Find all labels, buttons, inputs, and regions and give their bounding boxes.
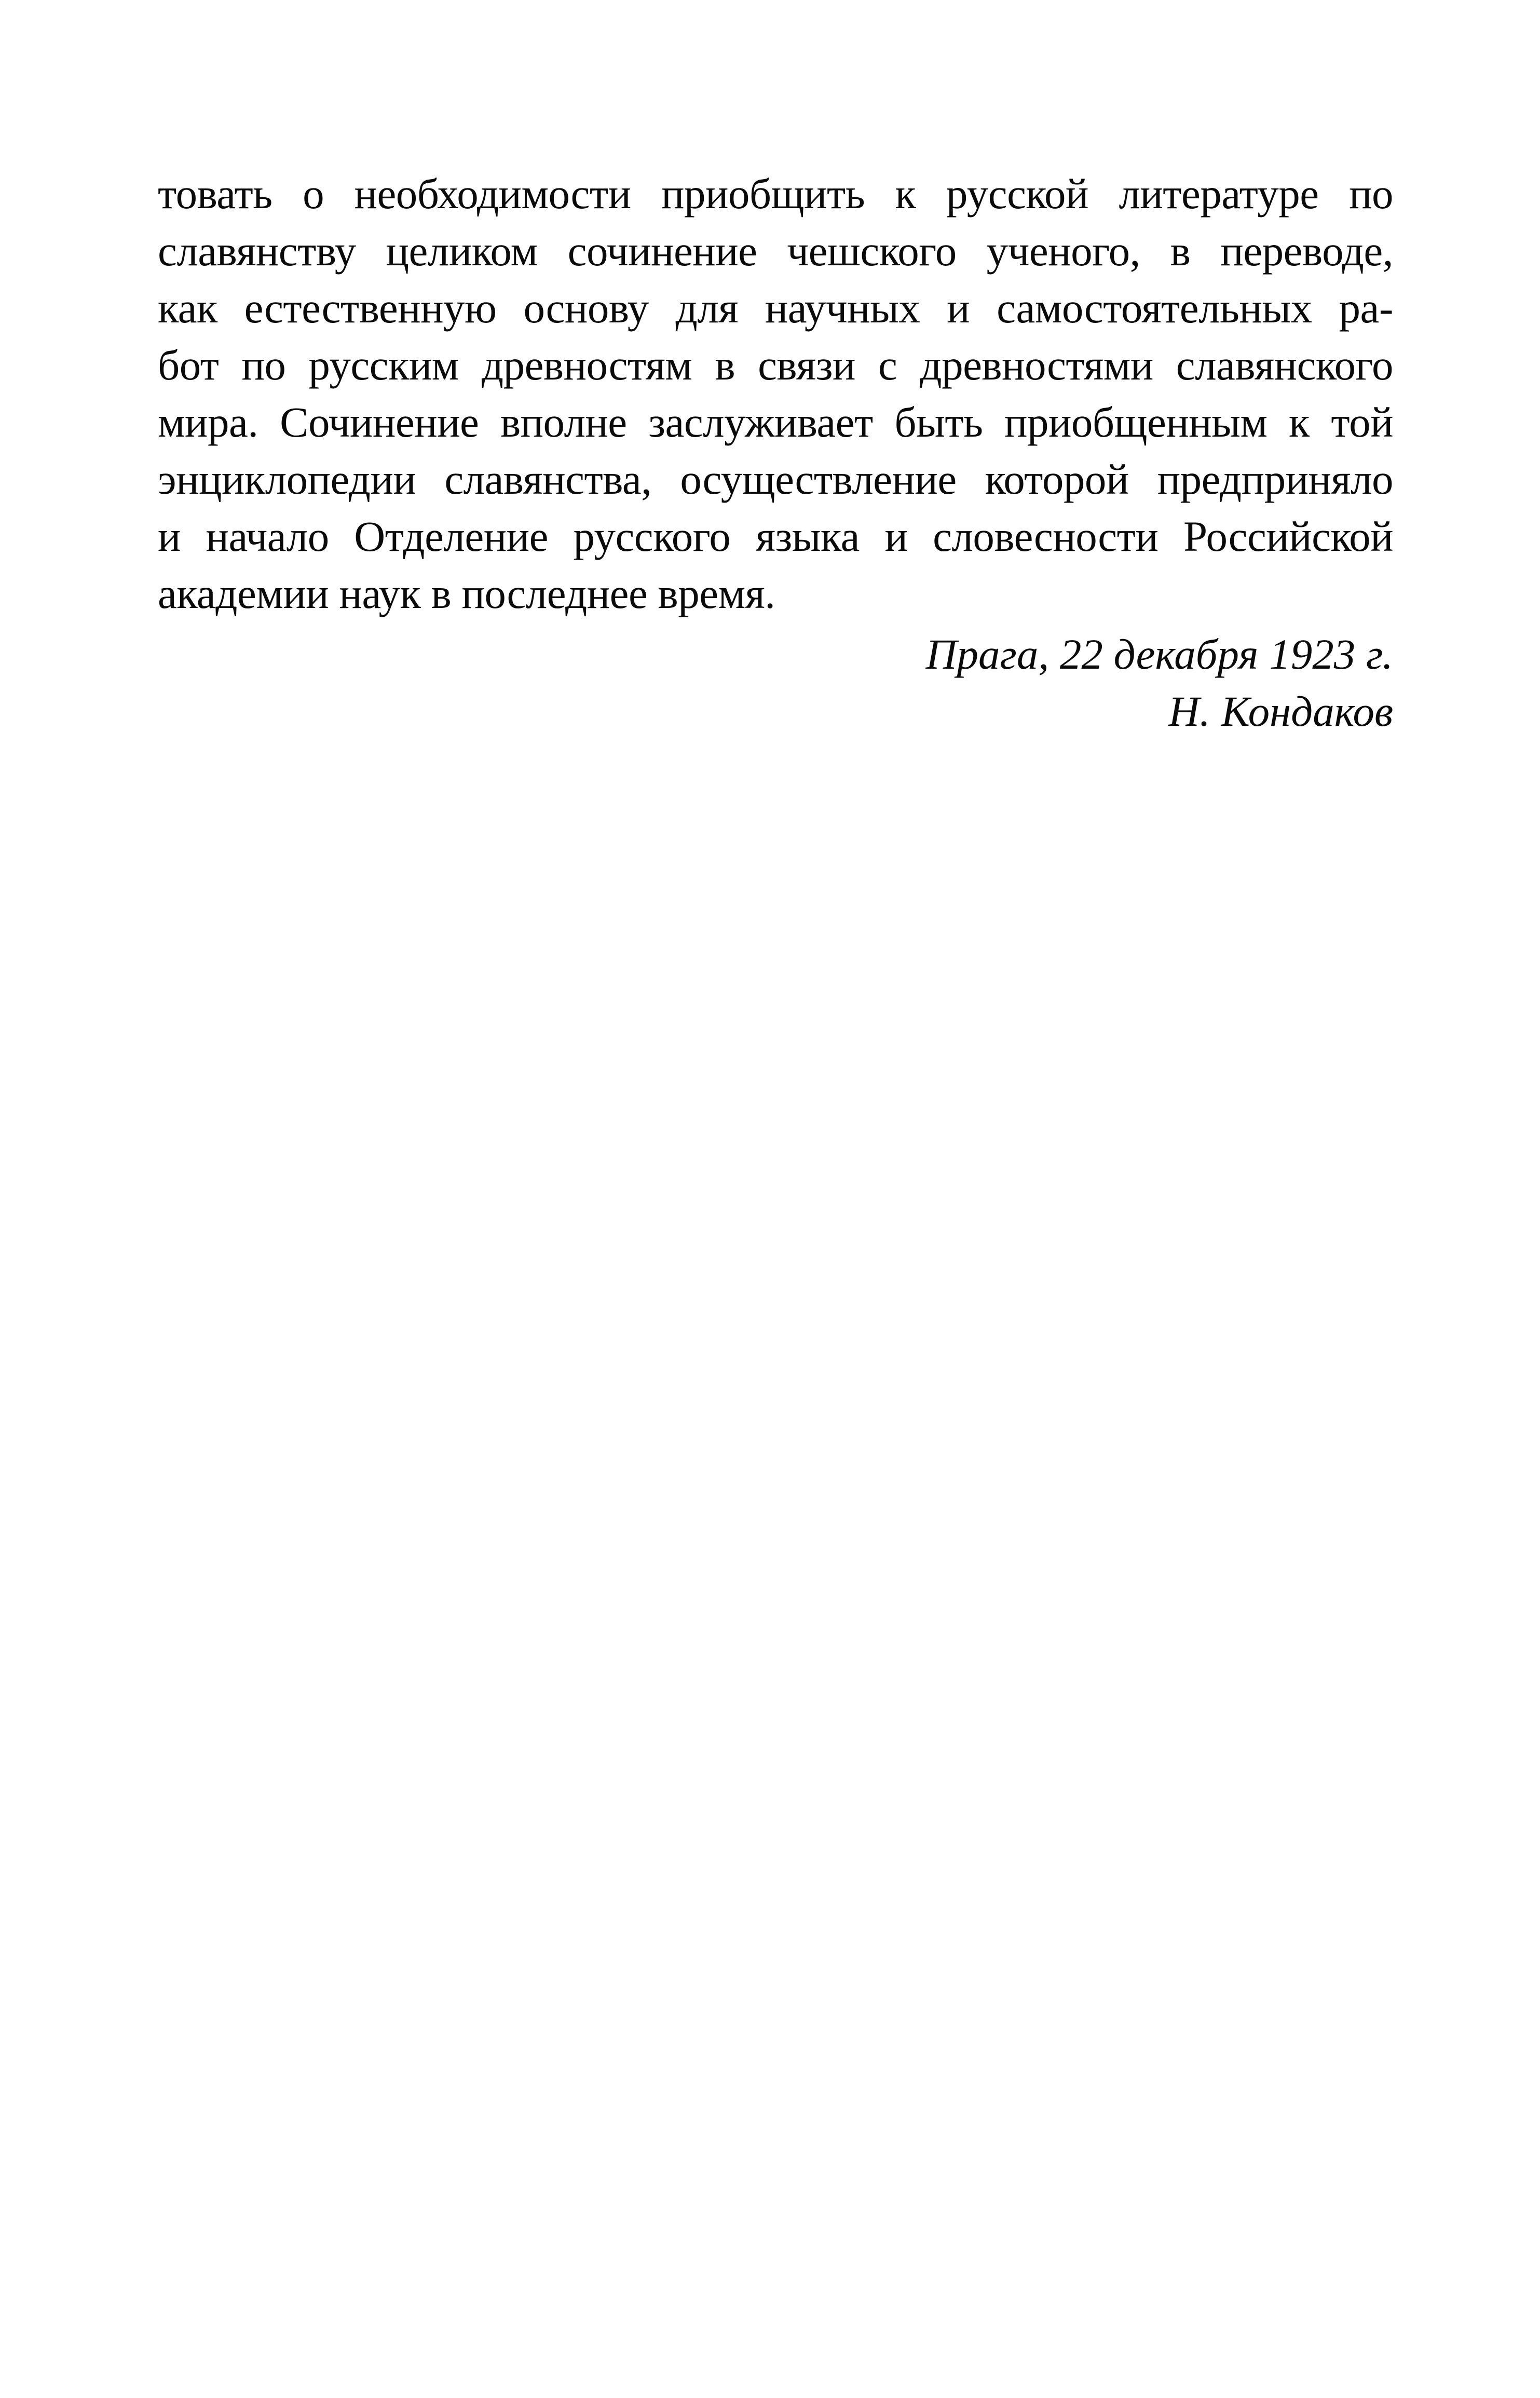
text-line: славянству целиком сочинение чешского ученого, в переводе, xyxy=(158,227,1393,275)
text-line: как естественную основу для научных и самостоятельных ра- xyxy=(158,284,1393,332)
text-line: и начало Отделение русского языка и словесности Российской xyxy=(158,512,1393,560)
text-line: мира. Сочинение вполне заслуживает быть приобщенным к той xyxy=(158,398,1393,446)
signature-block xyxy=(926,626,1393,740)
text-line: энциклопедии славянства, осуществление которой предприняло xyxy=(158,455,1393,503)
author-name: Н. Кондаков xyxy=(1168,687,1393,735)
body-text xyxy=(158,165,1393,622)
place-date: Прага, 22 декабря 1923 г. xyxy=(925,630,1393,678)
text-line: товать о необходимости приобщить к русской литературе по xyxy=(158,170,1393,218)
text-line: бот по русским древностям в связи с древностями славянского xyxy=(158,341,1393,389)
text-line: академии наук в последнее время. xyxy=(158,570,775,617)
